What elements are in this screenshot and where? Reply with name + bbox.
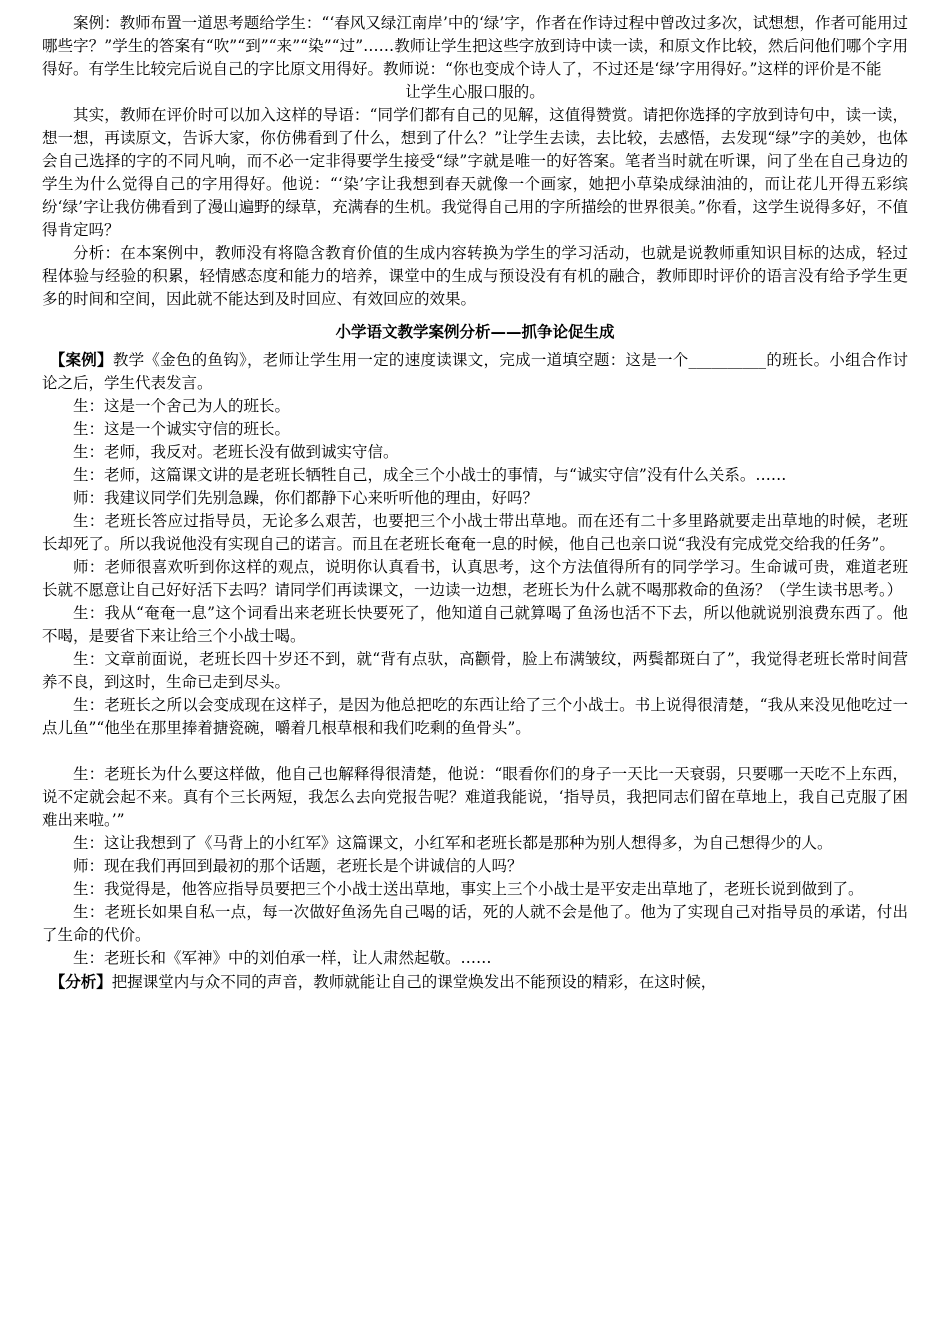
dialogue-line: 生：老班长如果自私一点，每一次做好鱼汤先自己喝的话，死的人就不会是他了。他为了实现自己对指导员的承诺，付出了生命的代价。 — [42, 903, 908, 944]
dialogue-line: 生：我从“奄奄一息”这个词看出来老班长快要死了，他知道自己就算喝了鱼汤也活不下去，所以他就说别浪费东西了。他不喝，是要省下来让给三个小战士喝。 — [42, 604, 908, 645]
dialogue-line: 生：这是一个诚实守信的班长。 — [73, 420, 291, 438]
dialogue-line: 生：我觉得是，他答应指导员要把三个小战士送出草地，事实上三个小战士是平安走出草地了，老班长说到做到了。 — [73, 880, 864, 898]
dialogue-line: 师：老师很喜欢听到你这样的观点，说明你认真看书，认真思考，这个方法值得所有的同学学习。生命诚可贵，难道老班长就不愿意让自己好好活下去吗？请同学们再读课文，一边读一边想，老班长为什么就不喝那救命的鱼汤？（学生读书思考。） — [42, 558, 908, 599]
dialogue-line: 生：老班长和《军神》中的刘伯承一样，让人肃然起敬。…… — [73, 949, 492, 967]
dialogue-line: 生：老班长为什么要这样做，他自己也解释得很清楚，他说：“眼看你们的身子一天比一天衰弱，只要哪一天吃不上东西，说不定就会起不来。真有个三长两短，我怎么去向党报告呢？难道我能说，‘指导员，我把同志们留在草地上，我自己克服了困难出来啦。’” — [42, 765, 908, 829]
dialogue-line: 生：老班长之所以会变成现在这样子，是因为他总把吃的东西让给了三个小战士。书上说得很清楚，“我从来没见他吃过一点儿鱼”“他坐在那里捧着搪瓷碗，嚼着几根草根和我们吃剩的鱼骨头”。 — [42, 696, 908, 737]
blank-line — [42, 740, 908, 763]
dialogue-line: 师：我建议同学们先别急躁，你们都静下心来听听他的理由，好吗？ — [73, 489, 539, 507]
dialogue-line: 生：这让我想到了《马背上的小红军》这篇课文，小红军和老班长都是那种为别人想得多，为自己想得少的人。 — [73, 834, 833, 852]
analysis-paragraph: 分析：在本案例中，教师没有将隐含教育价值的生成内容转换为学生的学习活动，也就是说教师重知识目标的达成，轻过程体验与经验的积累，轻情感态度和能力的培养，课堂中的生成与预设没有有机的融合，教师即时评价的语言没有给予学生更多的时间和空间，因此就不能达到及时回应、有效回应的效果。 — [42, 244, 908, 308]
analysis-paragraph-2 — [42, 970, 908, 994]
section-title: 小学语文教学案例分析——抓争论促生成 — [335, 323, 615, 341]
dialogue-line: 生：老师，这篇课文讲的是老班长牺牲自己，成全三个小战士的事情，与“诚实守信”没有什么关系。…… — [73, 466, 787, 484]
case-label: 【案例】 — [49, 350, 113, 369]
case-intro-text: 教学《金色的鱼钩》，老师让学生用一定的速度读课文，完成一道填空题：这是一个__________的班长。小组合作讨论之后，学生代表发言。 — [42, 351, 908, 392]
commentary-paragraph: 其实，教师在评价时可以加入这样的导语：“同学们都有自己的见解，这值得赞赏。请把你选择的字放到诗句中，读一读，想一想，再读原文，告诉大家，你仿佛看到了什么，想到了什么？”让学生去读，去比较，去感悟，去发现“绿”字的美妙，也体会自己选择的字的不同凡响，而不必一定非得要学生接受“绿”字就是唯一的好答案。笔者当时就在听课，问了坐在自己身边的学生为什么觉得自己的字用得好。他说：“‘染’字让我想到春天就像一个画家，她把小草染成绿油油的，而让花儿开得五彩缤纷‘绿’字让我仿佛看到了漫山遍野的绿草，充满春的生机。我觉得自己用的字所描绘的世界很美。”你看，这学生说得多好，不值得肯定吗？ — [42, 106, 908, 239]
case-paragraph-tail: 让学生心服口服的。 — [405, 83, 545, 101]
dialogue-line: 生：文章前面说，老班长四十岁还不到，就“背有点驮，高颧骨，脸上布满皱纹，两鬓都斑白了”，我觉得老班长常时间营养不良，到这时，生命已走到尽头。 — [42, 650, 908, 691]
dialogue-line: 生：这是一个舍己为人的班长。 — [73, 397, 291, 415]
analysis-text: 把握课堂内与众不同的声音，教师就能让自己的课堂焕发出不能预设的精彩，在这时候， — [111, 973, 717, 991]
dialogue-line: 师：现在我们再回到最初的那个话题，老班长是个讲诚信的人吗？ — [73, 857, 523, 875]
case-paragraph: 案例：教师布置一道思考题给学生：“‘春风又绿江南岸’中的‘绿’字，作者在作诗过程中曾改过多次，试想想，作者可能用过哪些字？”学生的答案有“吹”“到”“来”“染”“过”……教师让学生把这些字放到诗中读一读，和原文作比较，然后问他们哪个字用得好。有学生比较完后说自己的字比原文用得好。教师说：“你也变成个诗人了，不过还是‘绿’字用得好。”这样的评价是不能 — [42, 14, 908, 78]
case-intro-paragraph — [42, 348, 908, 395]
dialogue-line: 生：老班长答应过指导员，无论多么艰苦，也要把三个小战士带出草地。而在还有二十多里路就要走出草地的时候，老班长却死了。所以我说他没有实现自己的诺言。而且在老班长奄奄一息的时候，他自己也亲口说“我没有完成党交给我的任务”。 — [42, 512, 908, 553]
dialogue-line: 生：老师，我反对。老班长没有做到诚实守信。 — [73, 443, 399, 461]
analysis-label: 【分析】 — [49, 972, 112, 991]
